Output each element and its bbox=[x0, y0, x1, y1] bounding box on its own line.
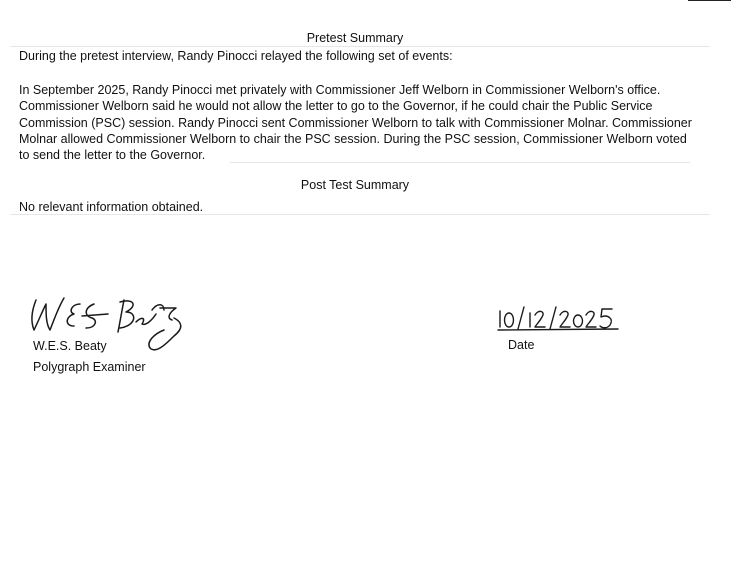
pretest-body: In September 2025, Randy Pinocci met privately with Commissioner Jeff Welborn in Commissioner Welborn's office. Commissioner Welborn said he would not allow the letter to go to the Governor, if he could chair the Public Service Commission (PSC) session. Randy Pinocci sent Commissioner Welborn to talk with Commissioner Molnar. Commissioner Molnar allowed Commissioner Welborn to chair the PSC session. During the PSC session, Commissioner Welborn voted to send the letter to the Governor. bbox=[19, 83, 692, 163]
posttest-heading: Post Test Summary bbox=[300, 178, 410, 192]
examiner-title: Polygraph Examiner bbox=[33, 360, 146, 374]
handwritten-date bbox=[494, 303, 624, 333]
examiner-name: W.E.S. Beaty bbox=[33, 339, 107, 353]
date-label: Date bbox=[508, 338, 535, 352]
pretest-intro: During the pretest interview, Randy Pinocci relayed the following set of events: bbox=[19, 49, 453, 63]
top-border-line bbox=[688, 0, 731, 1]
scan-artifact-line bbox=[10, 46, 710, 47]
pretest-heading: Pretest Summary bbox=[306, 31, 404, 45]
scan-artifact-line bbox=[10, 214, 710, 215]
posttest-text: No relevant information obtained. bbox=[19, 200, 204, 214]
